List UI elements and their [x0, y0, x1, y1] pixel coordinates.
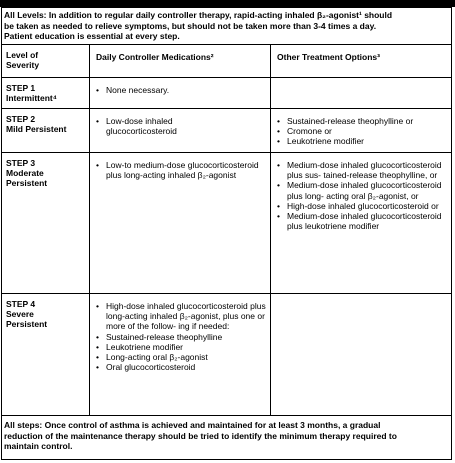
list-item: • None necessary.	[96, 85, 264, 95]
note-line: All Levels: In addition to regular daily controller therapy, rapid-acting inhaled β₂-agonist¹ should	[4, 10, 393, 20]
severity-step1	[6, 83, 57, 103]
other-step2	[277, 116, 449, 147]
step-label: STEP 1	[6, 83, 36, 93]
severity-label: Moderate	[6, 168, 44, 179]
column-divider	[270, 44, 271, 415]
daily-step4	[96, 301, 266, 372]
header-bar	[0, 0, 455, 7]
step-label: STEP 4	[6, 299, 36, 309]
rule	[1, 152, 452, 153]
list-item: • Medium-dose inhaled glucocorticosteroid plus leukotriene modifier	[277, 211, 447, 231]
severity-label: Persistent	[6, 178, 48, 189]
all-levels-note	[4, 10, 392, 42]
header-other: Other Treatment Options³	[277, 52, 380, 62]
header-daily: Daily Controller Medications²	[96, 52, 214, 62]
header-severity	[6, 50, 39, 70]
table-frame	[1, 7, 452, 460]
daily-step1	[96, 85, 264, 95]
list-item: • High-dose inhaled glucocorticosteroid plus long-acting inhaled β₂-agonist, plus one or more of the follow- ing if needed:	[96, 301, 266, 332]
step-label: STEP 2	[6, 114, 36, 124]
severity-step4	[6, 299, 47, 330]
list-item: • Leukotriene modifier	[96, 342, 266, 352]
rule	[1, 44, 452, 45]
list-item: • Leukotriene modifier	[277, 136, 449, 146]
severity-label: Persistent	[6, 319, 48, 330]
note-line: reduction of the maintenance therapy should be tried to identify the minimum therapy required to	[4, 430, 397, 441]
list-item: • Sustained-release theophylline or	[277, 116, 449, 126]
list-item: • Low-dose inhaled glucocorticosteroid	[96, 116, 216, 136]
all-steps-note	[4, 420, 397, 452]
other-step3	[277, 160, 447, 231]
list-item: • High-dose inhaled glucocorticosteroid or	[277, 201, 447, 211]
severity-label: Intermittent⁴	[6, 93, 57, 104]
severity-label: Severe	[6, 309, 34, 320]
list-item: • Oral glucocorticosteroid	[96, 362, 266, 372]
severity-label: Mild Persistent	[6, 124, 67, 135]
rule	[1, 108, 452, 109]
list-item: • Long-acting oral β₂-agonist	[96, 352, 266, 362]
list-item: • Medium-dose inhaled glucocorticosteroid plus long- acting oral β₂-agonist, or	[277, 180, 447, 200]
daily-step3	[96, 160, 266, 180]
rule	[1, 293, 452, 294]
step-label: STEP 3	[6, 158, 36, 168]
daily-step2	[96, 116, 216, 136]
list-item: • Sustained-release theophylline	[96, 332, 266, 342]
list-item: • Low-to medium-dose glucocorticosteroid plus long-acting inhaled β₂-agonist	[96, 160, 266, 180]
note-line: be taken as needed to relieve symptoms, but should not be taken more than 3-4 times a day.	[4, 20, 377, 31]
note-line: maintain control.	[4, 441, 73, 451]
header-text: Severity	[6, 60, 40, 71]
severity-step2	[6, 114, 66, 134]
rule	[1, 415, 452, 416]
list-item: • Medium-dose inhaled glucocorticosteroid plus sus- tained-release theophylline, or	[277, 160, 447, 180]
rule	[1, 77, 452, 78]
note-line: All steps: Once control of asthma is achieved and maintained for at least 3 months, a gradual	[4, 420, 381, 430]
column-divider	[89, 44, 90, 415]
header-text: Level of	[6, 50, 39, 60]
note-line: Patient education is essential at every step.	[4, 31, 180, 41]
list-item: • Cromone or	[277, 126, 449, 136]
severity-step3	[6, 158, 47, 189]
